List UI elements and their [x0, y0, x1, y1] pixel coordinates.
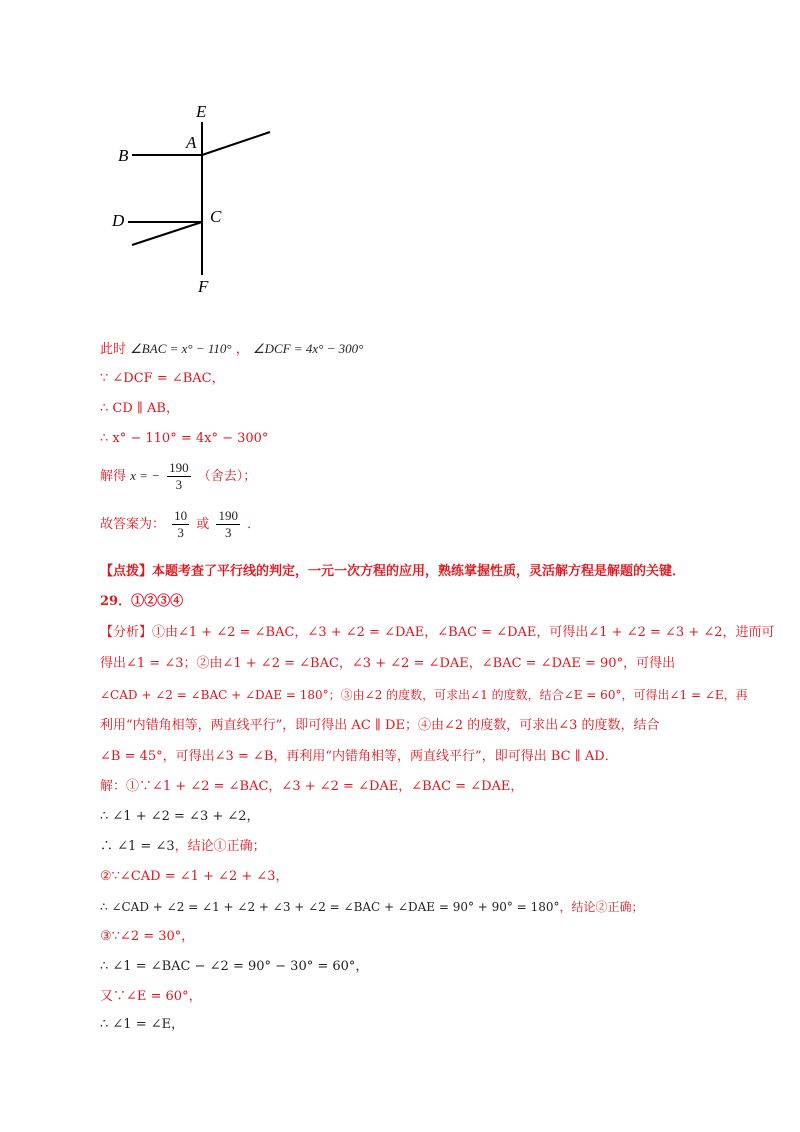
- line-17: ②∵∠CAD = ∠1 + ∠2 + ∠3，: [100, 869, 289, 884]
- line-19: ③∵∠2 = 30°，: [100, 929, 195, 944]
- line-c-ray: [132, 222, 202, 245]
- line-21: 又∵∠E = 60°，: [100, 989, 202, 1004]
- line-2: ∵ ∠DCF = ∠BAC，: [100, 371, 225, 386]
- line-11: ∠CAD + ∠2 = ∠BAC + ∠DAE = 180°；③由∠2 的度数，可求出∠1 的度数，结合∠E = 60°，可得出∠1 = ∠E，再: [100, 688, 748, 702]
- fraction-190-3b: $\frac{190}{3}$: [218, 508, 238, 540]
- fraction-10-3: $\frac{10}{3}$: [174, 508, 188, 540]
- label-a: A: [186, 133, 197, 152]
- line-8-answer: 29．①②③④: [100, 594, 184, 609]
- line-15: ∴ ∠1 + ∠2 = ∠3 + ∠2，: [100, 809, 260, 824]
- line-16: ∴ ∠1 = ∠3，结论①正确；: [100, 839, 266, 854]
- label-f: F: [198, 277, 209, 296]
- line-1: 此时 ∠BAC = x° − 110° ， ∠DCF = 4x° − 300°: [100, 341, 364, 357]
- line-22: ∴ ∠1 = ∠E，: [100, 1017, 185, 1032]
- line-3: ∴ CD ∥ AB，: [100, 401, 179, 416]
- fraction-190-3: $\frac{190}{3}$: [169, 460, 189, 492]
- label-d: D: [112, 211, 125, 230]
- line-5: 解得 x = − $\frac{190}{3}$ （舍去）；: [100, 460, 257, 492]
- line-14: 解：①∵∠1 + ∠2 = ∠BAC，∠3 + ∠2 = ∠DAE，∠BAC = ∠DAE，: [100, 779, 524, 794]
- line-12: 利用“内错角相等，两直线平行”，即可得出 AC ∥ DE；④由∠2 的度数，可求出∠3 的度数，结合: [100, 718, 660, 733]
- line-9: 【分析】①由∠1 + ∠2 = ∠BAC，∠3 + ∠2 = ∠DAE，∠BAC = ∠DAE，可得出∠1 + ∠2 = ∠3 + ∠2，进而可: [100, 625, 775, 640]
- label-e: E: [196, 102, 207, 121]
- line-18: ∴ ∠CAD + ∠2 = ∠1 + ∠2 + ∠3 + ∠2 = ∠BAC + ∠DAE = 90° + 90° = 180°，结论②正确；: [100, 900, 644, 914]
- label-b: B: [118, 146, 129, 165]
- line-4: ∴ x° − 110° = 4x° − 300°: [100, 431, 269, 446]
- line-6: 故答案为： $\frac{10}{3}$ 或 $\frac{190}{3}$ ．: [100, 508, 261, 540]
- geometry-figure: [100, 95, 300, 305]
- line-7-tip: 【点拨】本题考查了平行线的判定，一元一次方程的应用，熟练掌握性质，灵活解方程是解题的关键．: [100, 564, 686, 579]
- line-10: 得出∠1 = ∠3；②由∠1 + ∠2 = ∠BAC，∠3 + ∠2 = ∠DAE，∠BAC = ∠DAE = 90°，可得出: [100, 656, 676, 671]
- line-20: ∴ ∠1 = ∠BAC − ∠2 = 90° − 30° = 60°，: [100, 959, 369, 974]
- line-13: ∠B = 45°，可得出∠3 = ∠B，再利用“内错角相等，两直线平行”，即可得出 BC ∥ AD．: [100, 749, 618, 764]
- label-c: C: [210, 207, 222, 226]
- line-a-ray: [202, 132, 270, 155]
